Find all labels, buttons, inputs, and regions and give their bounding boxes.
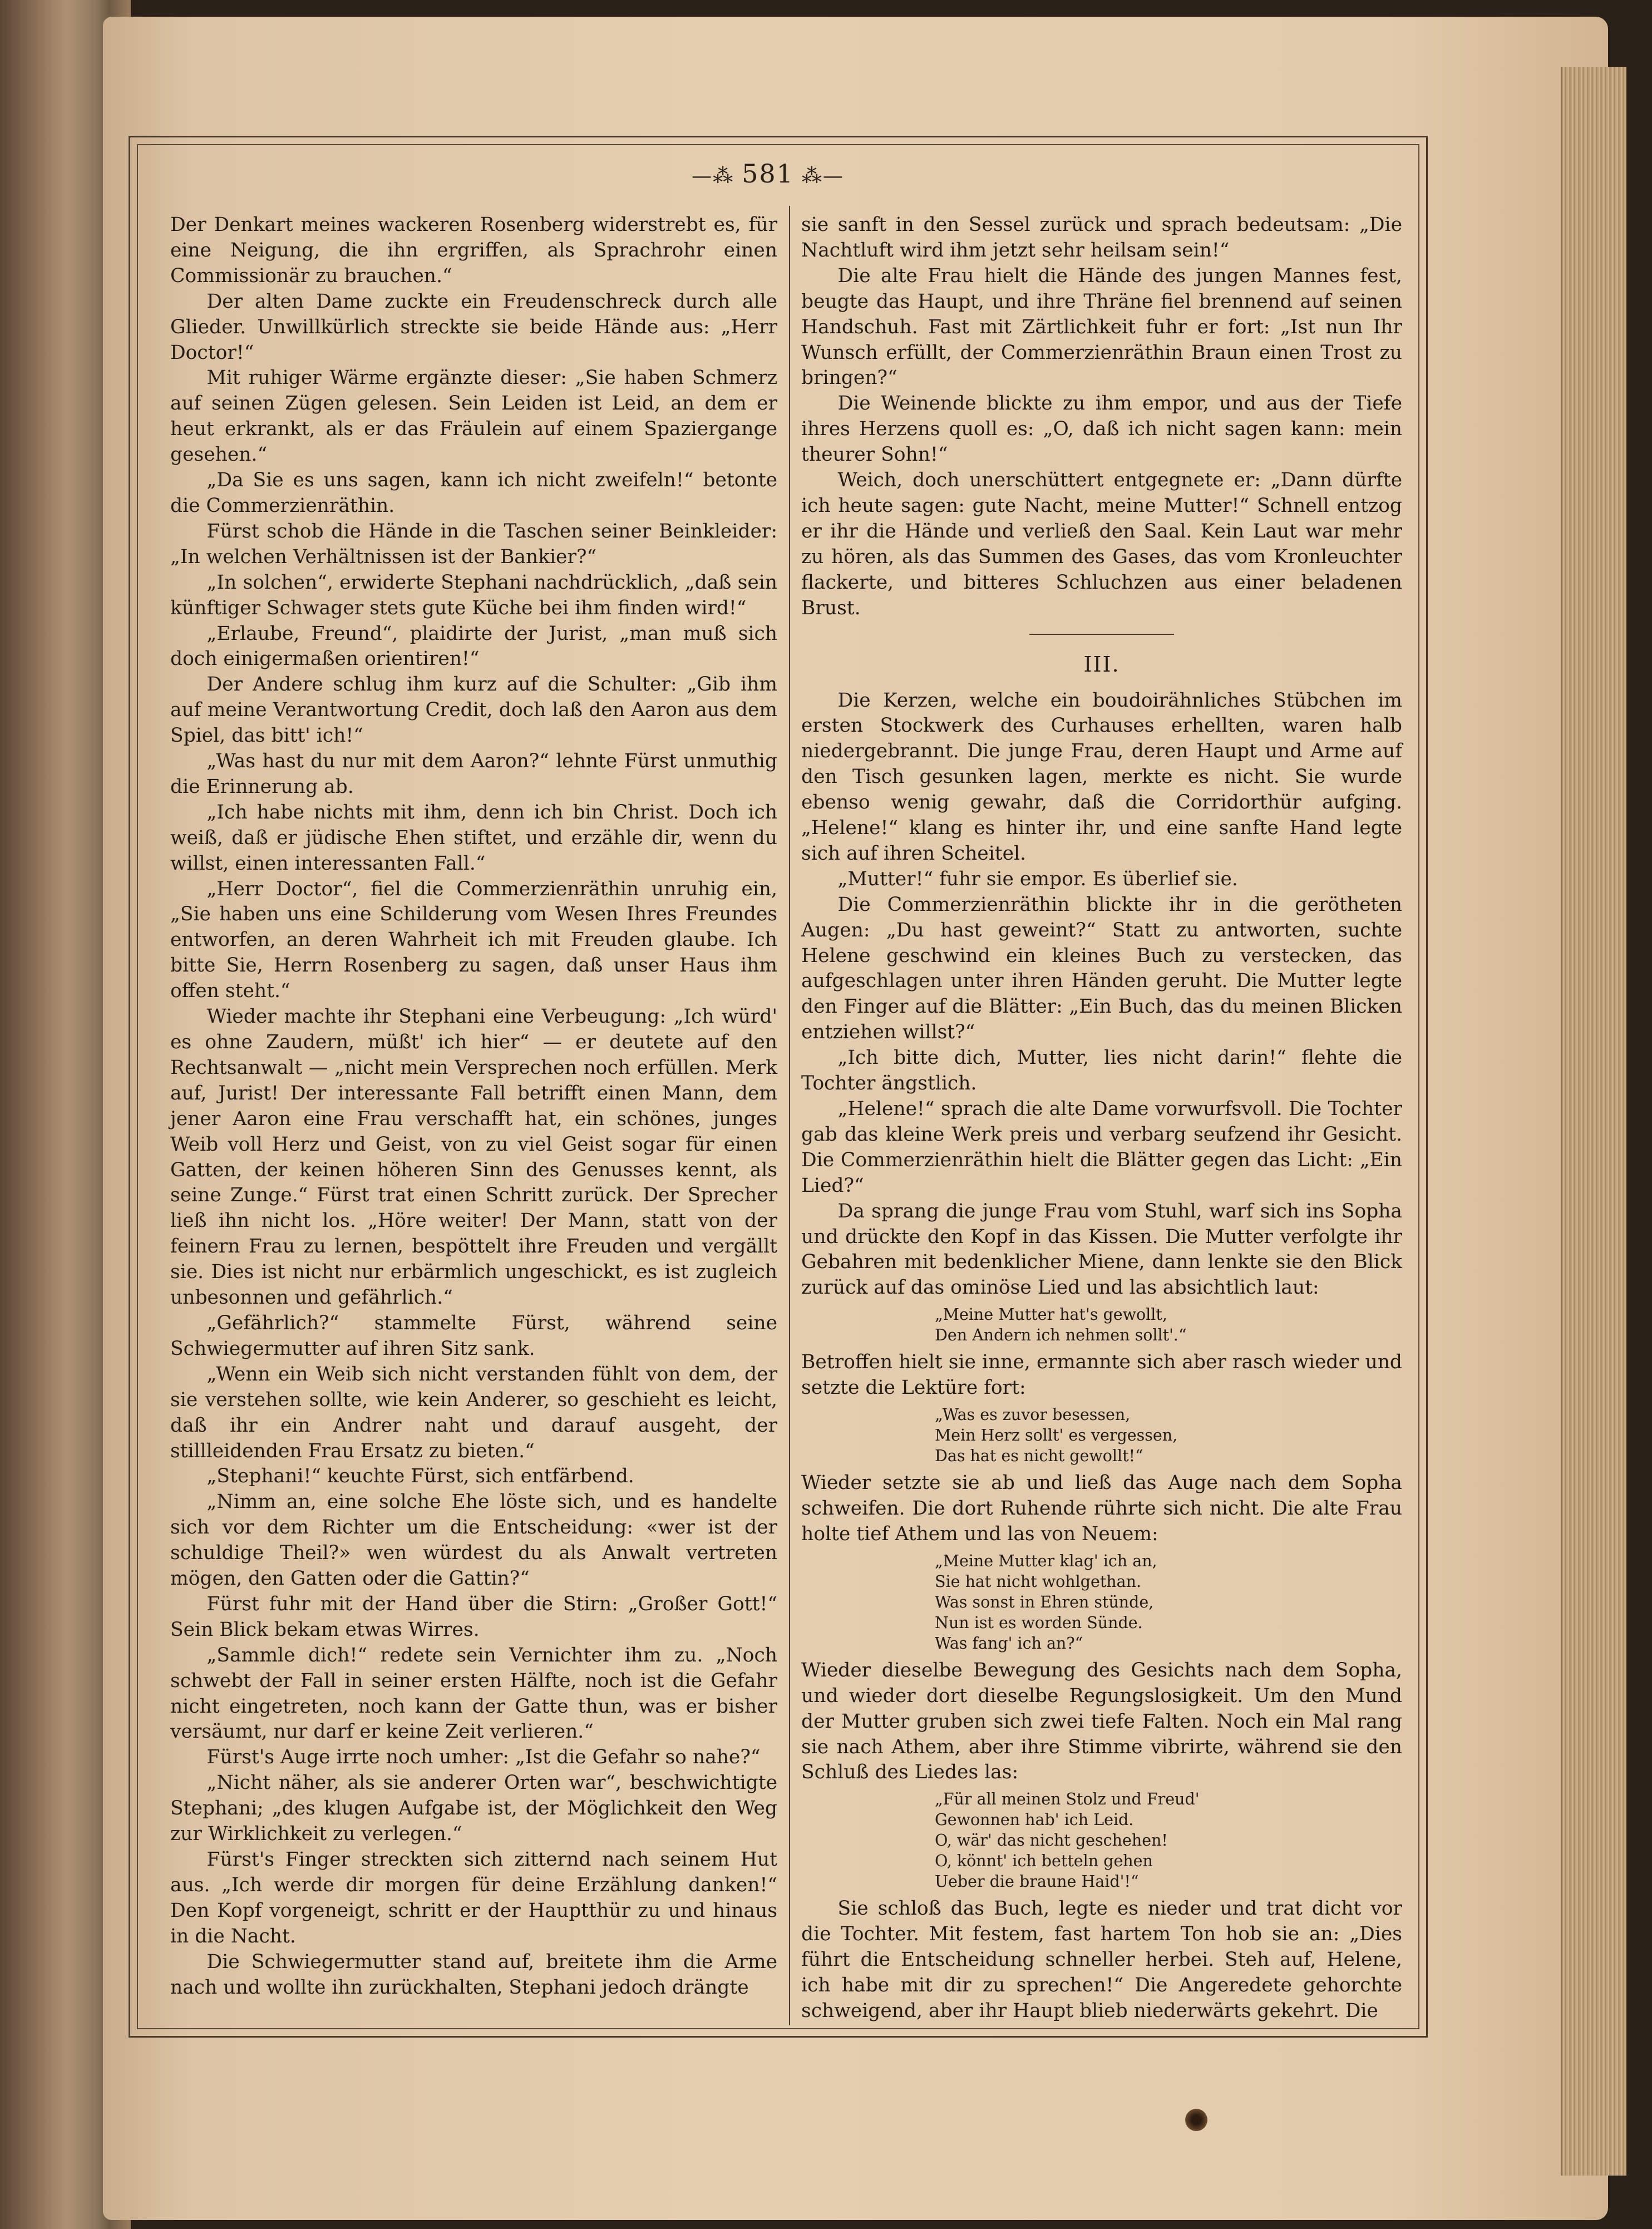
paragraph: „Da Sie es uns sagen, kann ich nicht zweifeln!“ betonte die Commerzienräthin. [170,469,777,517]
paragraph: Weich, doch unerschüttert entgegnete er: „Dann dürfte ich heute sagen: gute Nacht, meine Mutter!“ Schnell entzog er ihr die Hände und verließ den Saal. Kein Laut war mehr zu hören, als das Summen des Gases, das vom Kronleuchter flackerte, und bitteres Schluchzen aus einer beladenen Brust. [801,469,1402,619]
paragraph: Die alte Frau hielt die Hände des jungen Mannes fest, beugte das Haupt, und ihre Thräne fiel brennend auf seinen Handschuh. Fast mit Zärtlichkeit fuhr er fort: „Ist nun Ihr Wunsch erfüllt, der Commerzienräthin Braun einen Trost zu bringen?“ [801,264,1402,389]
left-column [170,213,777,2000]
paragraph: Wieder setzte sie ab und ließ das Auge nach dem Sopha schweifen. Die dort Ruhende rührte sich nicht. Die alte Frau holte tief Athem und las von Neuem: [801,1472,1402,1545]
paragraph: „Stephani!“ keuchte Fürst, sich entfärbend. [206,1465,634,1488]
paragraph: Wieder machte ihr Stephani eine Verbeugung: „Ich würd' es ohne Zaudern, müßt' ich hier“ — er deutete auf den Rechtsanwalt — „nicht mein Versprechen noch erfüllen. Merk auf, Jurist! Der interessante Fall betrifft einen Mann, dem jener Aaron eine Frau verschafft hat, ein schönes, junges Weib voll Herz und Geist, von zu viel Geist sogar für einen Gatten, der keinen höheren Sinn des Genusses kennt, als seine Zunge.“ Fürst trat einen Schritt zurück. Der Sprecher ließ ihn nicht los. „Höre weiter! Der Mann, statt von der feinern Frau zu lernen, bespöttelt ihre Freuden und vergällt sie. Dies ist nicht nur erbärmlich ungeschickt, es ist zugleich unbesonnen und gefährlich.“ [170,1005,777,1309]
header-ornament-right: ⁂— [801,165,844,188]
paragraph: Fürst fuhr mit der Hand über die Stirn: „Großer Gott!“ Sein Blick bekam etwas Wirres. [170,1592,777,1641]
paragraph: „Nimm an, eine solche Ehe löste sich, und es handelte sich vor dem Richter um die Entscheidung: «wer ist der schuldige Theil?» wen würdest du als Anwalt vertreten mögen, den Gatten oder die Gattin?“ [170,1491,777,1590]
paragraph: „Ich bitte dich, Mutter, lies nicht darin!“ flehte die Tochter ängstlich. [801,1047,1402,1095]
paragraph: Der Andere schlug ihm kurz auf die Schulter: „Gib ihm auf meine Verantwortung Credit, doch laß den Aaron aus dem Spiel, das bitt' ich!“ [170,673,777,747]
paragraph: „In solchen“, erwiderte Stephani nachdrücklich, „daß sein künftiger Schwager stets gute Küche bei ihm finden wird!“ [170,571,777,619]
paragraph: „Helene!“ sprach die alte Dame vorwurfsvoll. Die Tochter gab das kleine Werk preis und verbarg seufzend ihr Gesicht. Die Commerzienräthin hielt die Blätter gegen das Licht: „Ein Lied?“ [801,1098,1402,1197]
paragraph: Sie schloß das Buch, legte es nieder und trat dicht vor die Tochter. Mit festem, fast hartem Ton hob sie an: „Dies führt die Entscheidung schneller herbei. Steh auf, Helene, ich habe mit dir zu sprechen!“ Die Angeredete gehorchte schweigend, aber ihr Haupt blieb niederwärts gekehrt. Die [801,1897,1402,2022]
verse-stanza: „Für all meinen Stolz und Freud' Gewonnen hab' ich Leid. O, wär' das nicht geschehen! O, könnt' ich betteln gehen Ueber die braune Haid'!“ [935,1790,1200,1891]
column-rule [789,206,790,2025]
verse-stanza: „Meine Mutter klag' ich an, Sie hat nicht wohlgethan. Was sonst in Ehren stünde, Nun ist es worden Sünde. Was fang' ich an?“ [935,1551,1157,1653]
verse-stanza: „Meine Mutter hat's gewollt, Den Andern ich nehmen sollt'.“ [935,1305,1187,1345]
paragraph: „Wenn ein Weib sich nicht verstanden fühlt von dem, der sie verstehen sollte, wie kein Anderer, so geschieht es leicht, daß ihr ein Andrer naht und darauf ausgeht, der stillleidenden Frau Ersatz zu bieten.“ [170,1363,777,1462]
paragraph: „Sammle dich!“ redete sein Vernichter ihm zu. „Noch schwebt der Fall in seiner ersten Hälfte, noch ist die Gefahr nicht eingetreten, noch kann der Gatte thun, was er bisher versäumt, nur darf er keine Zeit verlieren.“ [170,1644,777,1743]
paragraph: Fürst's Finger streckten sich zitternd nach seinem Hut aus. „Ich werde dir morgen für deine Erzählung danken!“ Den Kopf vorgeneigt, schritt er der Hauptthür zu und hinaus in die Nacht. [170,1848,777,1947]
paragraph: sie sanft in den Sessel zurück und sprach bedeutsam: „Die Nachtluft wird ihm jetzt sehr heilsam sein!“ [801,214,1402,262]
paragraph: Die Schwiegermutter stand auf, breitete ihm die Arme nach und wollte ihn zurückhalten, Stephani jedoch drängte [170,1950,777,1999]
page-header [668,159,868,189]
paragraph: Wieder dieselbe Bewegung des Gesichts nach dem Sopha, und wieder dort dieselbe Regungslosigkeit. Um den Mund der Mutter gruben sich zwei tiefe Falten. Noch ein Mal rang sie nach Athem, aber ihre Stimme vibrirte, während sie den Schluß des Liedes las: [801,1659,1402,1784]
paragraph: „Herr Doctor“, fiel die Commerzienräthin unruhig ein, „Sie haben uns eine Schilderung vom Wesen Ihres Freundes entworfen, an deren Wahrheit ich mit Freuden glaube. Ich bitte Sie, Herrn Rosenberg zu sagen, daß unser Haus ihm offen steht.“ [170,877,777,1003]
right-column [801,213,1402,2024]
paragraph: Die Commerzienräthin blickte ihr in die gerötheten Augen: „Du hast geweint?“ Statt zu antworten, suchte Helene geschwind ein kleines Buch zu verstecken, das aufgeschlagen unter ihren Händen geruht. Die Mutter legte den Finger auf die Blätter: „Ein Buch, das du meinen Blicken entziehen willst?“ [801,893,1402,1044]
paragraph: „Gefährlich?“ stammelte Fürst, während seine Schwiegermutter auf ihren Sitz sank. [170,1311,777,1360]
ink-stain [1185,2109,1207,2131]
header-ornament-left: —⁂ [692,165,734,188]
verse-stanza: „Was es zuvor besessen, Mein Herz sollt' es vergessen, Das hat es nicht gewollt!“ [935,1406,1178,1466]
paragraph: „Was hast du nur mit dem Aaron?“ lehnte Fürst unmuthig die Erinnerung ab. [170,750,777,798]
paragraph: Betroffen hielt sie inne, ermannte sich aber rasch wieder und setzte die Lektüre fort: [801,1351,1402,1399]
paragraph: Mit ruhiger Wärme ergänzte dieser: „Sie haben Schmerz auf seinen Zügen gelesen. Sein Leiden ist Leid, an dem er heut erkrankt, als er das Fräulein auf einem Spaziergange gesehen.“ [170,367,777,466]
paragraph: Der alten Dame zuckte ein Freudenschreck durch alle Glieder. Unwillkürlich streckte sie beide Hände aus: „Herr Doctor!“ [170,290,777,364]
paragraph: Der Denkart meines wackeren Rosenberg widerstrebt es, für eine Neigung, die ihn ergriffen, als Sprachrohr einen Commissionär zu brauchen.“ [170,214,777,287]
section-divider [1029,634,1174,635]
paragraph: „Erlaube, Freund“, plaidirte der Jurist, „man muß sich doch einigermaßen orientiren!“ [170,622,777,670]
paragraph: Fürst schob die Hände in die Taschen seiner Beinkleider: „In welchen Verhältnissen ist der Bankier?“ [170,520,777,568]
paragraph: Fürst's Auge irrte noch umher: „Ist die Gefahr so nahe?“ [206,1746,761,1769]
paragraph: „Ich habe nichts mit ihm, denn ich bin Christ. Doch ich weiß, daß er jüdische Ehen stiftet, und erzähle dir, wenn du willst, einen interessanten Fall.“ [170,801,777,875]
paragraph: Die Weinende blickte zu ihm empor, und aus der Tiefe ihres Herzens quoll es: „O, daß ich nicht sagen kann: mein theurer Sohn!“ [801,392,1402,466]
page-number: 581 [742,159,794,189]
section-heading: III. [1083,652,1120,677]
paragraph: „Mutter!“ fuhr sie empor. Es überlief sie. [837,867,1238,890]
paragraph: „Nicht näher, als sie anderer Orten war“, beschwichtigte Stephani; „des klugen Aufgabe ist, der Möglichkeit den Weg zur Wirklichkeit zu verlegen.“ [170,1772,777,1846]
paragraph: Die Kerzen, welche ein boudoirähnliches Stübchen im ersten Stockwerk des Curhauses erhellten, waren halb niedergebrannt. Die junge Frau, deren Haupt und Arme auf den Tisch gesunken lagen, merkte es nicht. Sie wurde ebenso wenig gewahr, daß die Corridorthür aufging. „Helene!“ klang es hinter ihr, und eine sanfte Hand legte sich auf ihren Scheitel. [801,689,1402,865]
paragraph: Da sprang die junge Frau vom Stuhl, warf sich ins Sopha und drückte den Kopf in das Kissen. Die Mutter verfolgte ihr Gebahren mit bedenklicher Miene, dann lenkte sie den Blick zurück auf das ominöse Lied und las absichtlich laut: [801,1200,1402,1299]
page-stack-edge [1561,67,1626,2176]
